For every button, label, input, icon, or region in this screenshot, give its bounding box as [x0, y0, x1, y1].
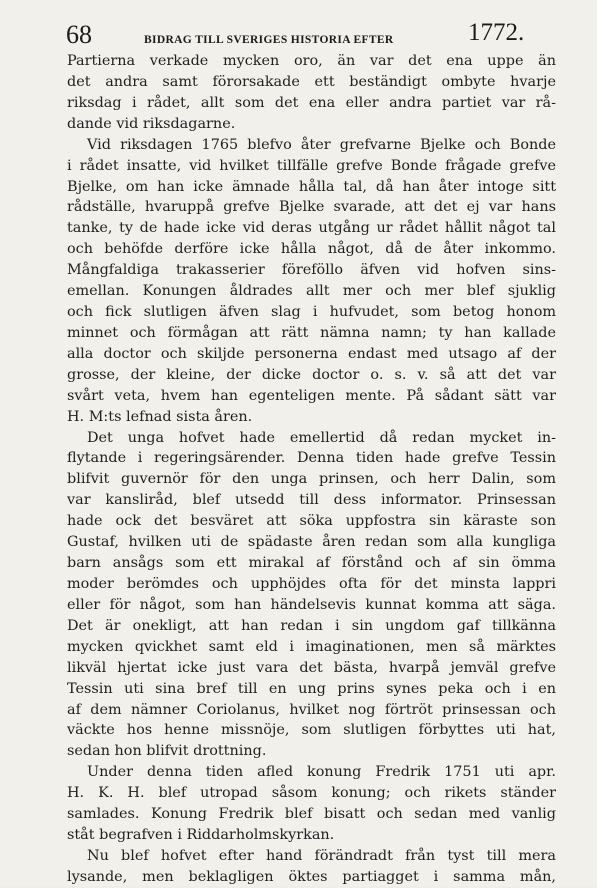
text-line: Vid riksdagen 1765 blefvo åter grefvarne Bjelke och Bonde — [87, 136, 556, 153]
text-line: Bjelke, om han icke ämnade hålla tal, då han åter intoge sitt — [67, 178, 556, 195]
text-line: barn ansågs som ett mirakal af förstånd och af sin ömma — [67, 555, 556, 572]
text-line: blifvit guvernör för den unga prinsen, och herr Dalin, som — [67, 471, 556, 488]
text-line: svårt veta, hvem han egenteligen mente. På sådant sätt var — [67, 387, 556, 404]
text-line: lysande, men beklagligen öktes partiagget i samma mån, — [67, 868, 556, 885]
text-line: mycken qvickhet samt eld i imaginationen, men så märktes — [67, 638, 556, 655]
text-line: riksdag i rådet, allt som det ena eller andra partiet var rå- — [67, 94, 556, 111]
text-line: var kansliråd, blef utsedd till dess informator. Prinsessan — [67, 492, 556, 509]
text-line: Tessin uti sina bref till en ung prins synes peka och i en — [67, 680, 556, 697]
text-line: Mångfaldiga trakasserier föreföllo äfven vid hofven sins- — [67, 262, 556, 279]
text-line: ståt begrafven i Riddarholmskyrkan. — [67, 827, 335, 844]
text-line: alla doctor och skiljde personerna endast med utsago af der — [67, 345, 556, 362]
text-line: Partierna verkade mycken oro, än var det ena uppe än — [67, 53, 556, 69]
text-line: flytande i regeringsärender. Denna tiden hade grefve Tessin — [67, 450, 556, 467]
text-line: emellan. Konungen åldrades allt mer och mer blef sjuklig — [67, 283, 556, 300]
year-heading: 1772. — [468, 19, 525, 46]
text-line: dande vid riksdagarne. — [67, 115, 236, 132]
text-line: hade ock det besväret att söka uppfostra sin käraste son — [67, 513, 556, 530]
text-line: tanke, ty de hade icke vid deras utgång ur rådet hållit något tal — [67, 220, 556, 237]
text-line: H. K. H. blef utropad såsom konung; och rikets ständer — [67, 785, 556, 802]
text-line: samlades. Konung Fredrik blef bisatt och sedan med vanlig — [67, 806, 556, 823]
text-line: af dem nämner Coriolanus, hvilket nog förtröt prinsessan och — [67, 701, 556, 718]
text-line: rådställe, hvaruppå grefve Bjelke svarade, att det ej var hans — [67, 199, 556, 216]
text-line: och fick slutligen äfven slag i hufvudet, som betog honom — [67, 304, 556, 321]
text-line: H. M:ts lefnad sista åren. — [67, 408, 253, 425]
text-line: Det unga hofvet hade emellertid då redan mycket in- — [87, 429, 556, 446]
text-line: Nu blef hofvet efter hand förändradt från tyst till mera — [87, 847, 556, 864]
page-header — [66, 16, 556, 50]
page-number: 68 — [66, 20, 92, 49]
text-line: och behöfde derföre icke hålla något, då de åter inkommo. — [67, 241, 556, 258]
text-line: det andra samt förorsakade ett beständigt ombyte hvarje — [67, 73, 556, 90]
running-head: BIDRAG TILL SVERIGES HISTORIA EFTER — [144, 34, 394, 46]
text-line: moder berömdes och upphöjdes ofta för det minsta lappri — [67, 576, 556, 592]
text-line: Gustaf, hvilken uti de spädaste åren redan som alla kungliga — [67, 534, 556, 551]
text-line: eller för något, som han händelsevis kunnat komma att säga. — [67, 596, 556, 613]
text-line: Det är onekligt, att han redan i sin ungdom gaf tillkänna — [67, 617, 556, 634]
text-line: väckte hos henne missnöje, som slutligen förbyttes uti hat, — [67, 722, 556, 739]
text-line: Under denna tiden afled konung Fredrik 1751 uti apr. — [87, 764, 556, 781]
text-line: minnet och förmågan att rätt nämna namn; ty han kallade — [67, 324, 556, 341]
text-line: likväl hjertat icke just vara det bästa, hvarpå jemväl grefve — [67, 659, 556, 676]
text-line: grosse, der kleine, der dicke doctor o. s. v. så att det var — [67, 366, 556, 383]
text-line: i rådet insatte, vid hvilket tillfälle grefve Bonde frågade grefve — [67, 157, 556, 174]
text-line: sedan hon blifvit drottning. — [67, 743, 267, 760]
